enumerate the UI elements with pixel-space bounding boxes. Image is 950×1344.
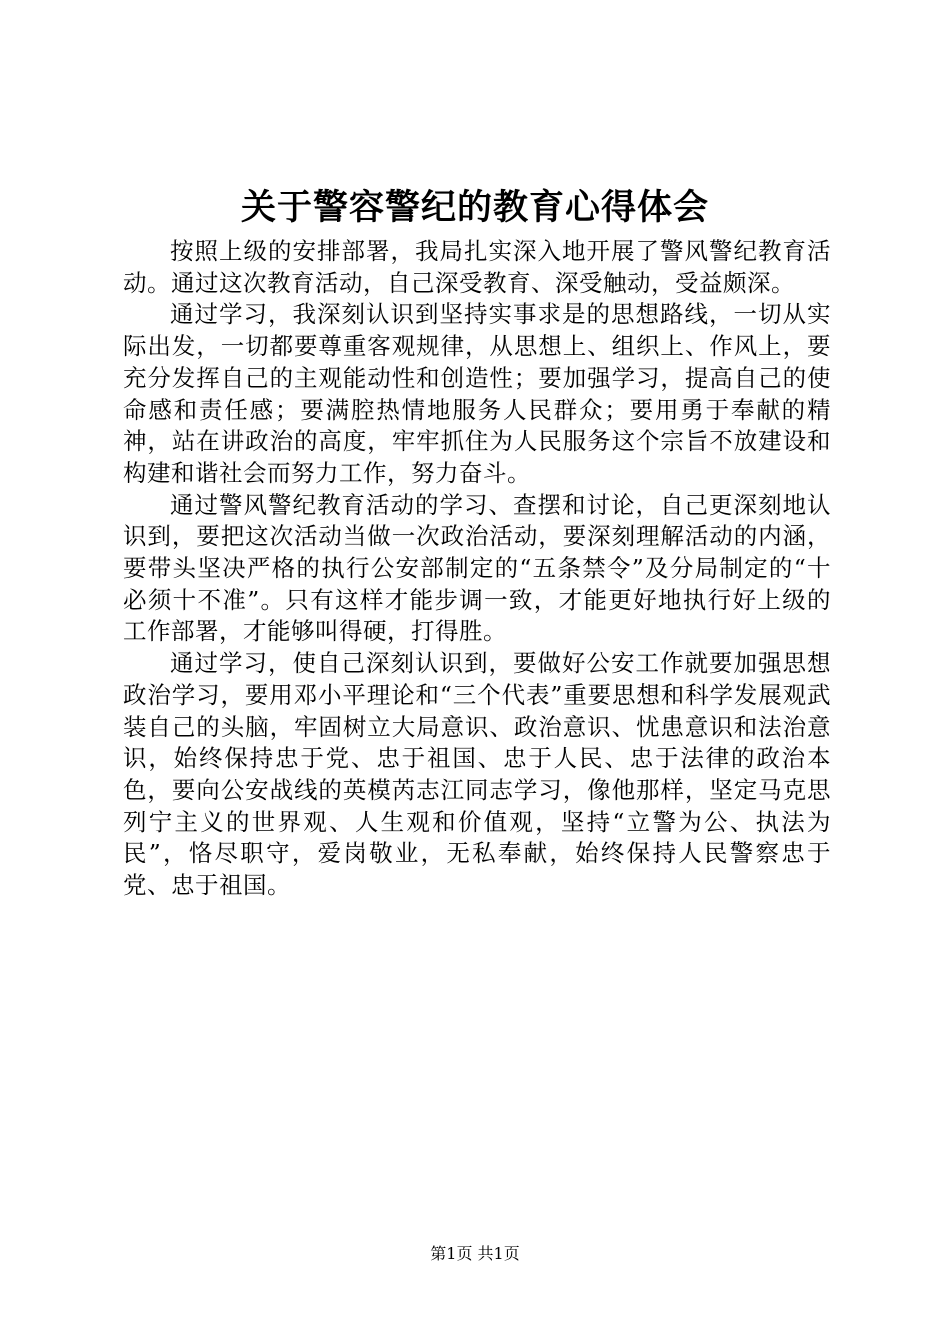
paragraph-4: 通过学习，使自己深刻认识到，要做好公安工作就要加强思想政治学习，要用邓小平理论和“三个代表”重要思想和科学发展观武装自己的头脑，牢固树立大局意识、政治意识、忧患意识和法治意识，始终保持忠于党、忠于祖国、忠于人民、忠于法律的政治本色，要向公安战线的英模芮志江同志学习，像他那样，坚定马克思列宁主义的世界观、人生观和价值观，坚持“立警为公、执法为民”，恪尽职守，爱岗敬业，无私奉献，始终保持人民警察忠于党、忠于祖国。 [123,649,831,900]
document-title: 关于警容警纪的教育心得体会 [240,187,709,228]
document-body [123,236,831,902]
paragraph-2: 通过学习，我深刻认识到坚持实事求是的思想路线，一切从实际出发，一切都要尊重客观规律，从思想上、组织上、作风上，要充分发挥自己的主观能动性和创造性；要加强学习，提高自己的使命感和责任感；要满腔热情地服务人民群众；要用勇于奉献的精神，站在讲政治的高度，牢牢抓住为人民服务这个宗旨不放建设和构建和谐社会而努力工作，努力奋斗。 [123,300,831,487]
paragraph-3: 通过警风警纪教育活动的学习、查摆和讨论，自己更深刻地认识到，要把这次活动当做一次政治活动，要深刻理解活动的内涵，要带头坚决严格的执行公安部制定的“五条禁令”及分局制定的“十必须十不准”。只有这样才能步调一致，才能更好地执行好上级的工作部署，才能够叫得硬，打得胜。 [123,490,831,646]
paragraph-1: 按照上级的安排部署，我局扎实深入地开展了警风警纪教育活动。通过这次教育活动，自己深受教育、深受触动，受益颇深。 [123,237,831,297]
page-footer: 第1页 共1页 [430,1244,520,1263]
